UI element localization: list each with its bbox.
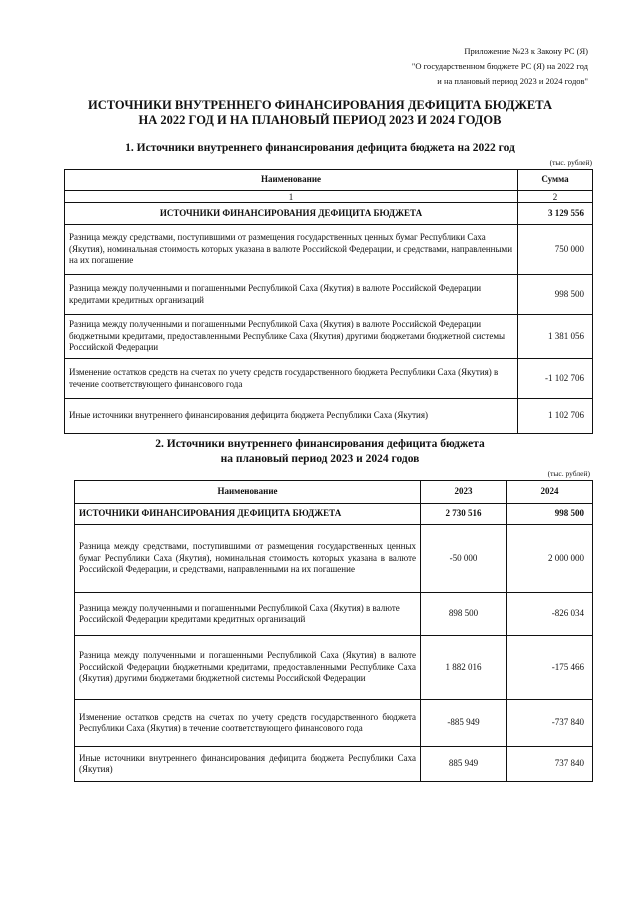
row-sum: -1 102 706 [518, 359, 593, 399]
table-row-total [75, 504, 593, 525]
table-index-row [65, 191, 593, 203]
row-value-2023: -885 949 [421, 700, 507, 747]
row-value-2024: 2 000 000 [507, 525, 593, 593]
row-sum: 1 102 706 [518, 399, 593, 434]
document-title-line: НА 2022 ГОД И НА ПЛАНОВЫЙ ПЕРИОД 2023 И 2024 ГОДОВ [138, 113, 502, 127]
document-title [60, 98, 580, 128]
table-row [65, 225, 593, 275]
column-header-2023: 2023 [421, 481, 507, 504]
column-header-name: Наименование [75, 481, 421, 504]
row-value-2024: -175 466 [507, 636, 593, 700]
table-row-total [65, 203, 593, 225]
section1-unit: (тыс. рублей) [549, 158, 592, 167]
row-value-2024: 737 840 [507, 747, 593, 782]
row-name: Разница между полученными и погашенными Республикой Саха (Якутия) в валюте Российской Федерации кредитами кредитных организаций [65, 275, 518, 315]
row-value-2023: 2 730 516 [421, 504, 507, 525]
row-sum: 750 000 [518, 225, 593, 275]
row-name: Разница между полученными и погашенными Республикой Саха (Якутия) в валюте Российской Федерации кредитами кредитных организаций [75, 593, 421, 636]
section2-table [74, 480, 593, 782]
row-value-2023: 1 882 016 [421, 636, 507, 700]
table-row [75, 593, 593, 636]
row-sum: 1 381 056 [518, 315, 593, 359]
row-value-2023: 885 949 [421, 747, 507, 782]
row-name: Разница между средствами, поступившими от размещения государственных ценных бумаг Республики Саха (Якутия), номинальная стоимость которых указана в валюте Российской Федерации, и средствами, направленными на их погашение [65, 225, 518, 275]
row-value-2023: 898 500 [421, 593, 507, 636]
section2-unit: (тыс. рублей) [547, 469, 590, 478]
table-row [75, 747, 593, 782]
section2-title [60, 437, 580, 467]
document-title-line: ИСТОЧНИКИ ВНУТРЕННЕГО ФИНАНСИРОВАНИЯ ДЕФИЦИТА БЮДЖЕТА [88, 98, 552, 112]
appendix-line: и на плановый период 2023 и 2024 годов" [437, 76, 588, 86]
row-name: Разница между полученными и погашенными Республикой Саха (Якутия) в валюте Российской Федерации бюджетными кредитами, предоставленными Республике Саха (Якутия) другими бюджетами бюджетной системы Российской Федерации [65, 315, 518, 359]
row-name: Разница между средствами, поступившими от размещения государственных ценных бумаг Республики Саха (Якутия), номинальная стоимость которых указана в валюте Российской Федерации, и средствами, направленными на их погашение [75, 525, 421, 593]
column-header-2024: 2024 [507, 481, 593, 504]
appendix-note [412, 44, 588, 89]
row-value-2023: -50 000 [421, 525, 507, 593]
row-value-2024: -737 840 [507, 700, 593, 747]
row-name: Изменение остатков средств на счетах по учету средств государственного бюджета Республики Саха (Якутия) в течение соответствующего финансового года [65, 359, 518, 399]
row-sum: 998 500 [518, 275, 593, 315]
table-header-row [65, 170, 593, 191]
row-sum: 3 129 556 [518, 203, 593, 225]
table-row [75, 700, 593, 747]
table-header-row [75, 481, 593, 504]
section2-title-line: на плановый период 2023 и 2024 годов [220, 453, 420, 465]
column-header-sum: Сумма [518, 170, 593, 191]
row-name: Разница между полученными и погашенными Республикой Саха (Якутия) в валюте Российской Федерации бюджетными кредитами, предоставленными Республике Саха (Якутия) другими бюджетами бюджетной системы Российской Федерации [75, 636, 421, 700]
table-row [65, 399, 593, 434]
section1-table [64, 169, 593, 434]
table-row [75, 636, 593, 700]
row-value-2024: -826 034 [507, 593, 593, 636]
row-name: Изменение остатков средств на счетах по учету средств государственного бюджета Республики Саха (Якутия) в течение соответствующего финансового года [75, 700, 421, 747]
index-cell: 1 [65, 191, 518, 203]
section1-title: 1. Источники внутреннего финансирования дефицита бюджета на 2022 год [125, 142, 515, 154]
row-value-2024: 998 500 [507, 504, 593, 525]
section2-title-line: 2. Источники внутреннего финансирования дефицита бюджета [155, 438, 485, 450]
table-row [65, 359, 593, 399]
appendix-line: Приложение №23 к Закону РС (Я) [464, 46, 588, 56]
row-name: ИСТОЧНИКИ ФИНАНСИРОВАНИЯ ДЕФИЦИТА БЮДЖЕТА [65, 203, 518, 225]
row-name: ИСТОЧНИКИ ФИНАНСИРОВАНИЯ ДЕФИЦИТА БЮДЖЕТА [75, 504, 421, 525]
table-row [75, 525, 593, 593]
index-cell: 2 [518, 191, 593, 203]
row-name: Иные источники внутреннего финансирования дефицита бюджета Республики Саха (Якутия) [75, 747, 421, 782]
table-row [65, 275, 593, 315]
row-name: Иные источники внутреннего финансирования дефицита бюджета Республики Саха (Якутия) [65, 399, 518, 434]
appendix-line: "О государственном бюджете РС (Я) на 2022 год [411, 61, 588, 71]
column-header-name: Наименование [65, 170, 518, 191]
table-row [65, 315, 593, 359]
